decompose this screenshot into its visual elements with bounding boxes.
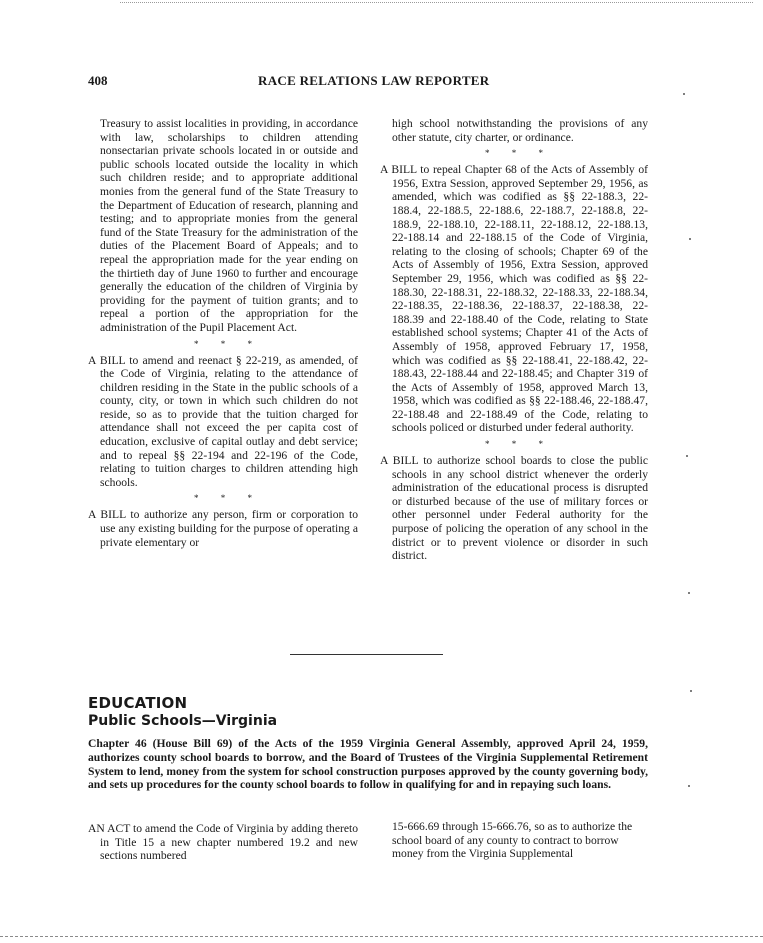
left-column [88,117,358,549]
bottom-edge-line [0,936,763,937]
act-text-right [392,820,648,861]
scan-speck [683,93,685,95]
scan-speck [688,785,690,787]
section-heading: EDUCATION [88,694,188,712]
section-separator: * * * [485,148,553,159]
scan-speck [686,455,688,457]
section-separator: * * * [194,493,262,504]
section-separator: * * * [485,439,553,450]
page-number: 408 [88,73,108,88]
act-paragraph: AN ACT to amend the Code of Virginia by adding thereto in Title 15 a new chapter numbered 19.2 and new sections numbered [88,822,358,863]
bill-paragraph: A BILL to authorize any person, firm or corporation to use any existing building for the purpose of operating a private elementary or [88,508,358,549]
section-divider-rule [290,654,443,655]
running-head: RACE RELATIONS LAW REPORTER [258,73,490,88]
scan-speck [689,238,691,240]
right-continuation-paragraph: high school notwithstanding the provisions of any other statute, city charter, or ordinance. [392,117,648,144]
scan-speck [690,690,692,692]
section-subheading: Public Schools—Virginia [88,713,278,729]
bill-paragraph: A BILL to authorize school boards to close the public schools in any school district whenever the orderly administration of the educational process is disrupted or disturbed because of the use of military forces or other personnel under Federal authority for the purpose of policing the operation of any school in the district or to prevent violence or disorder in such district. [380,454,648,563]
section-separator: * * * [194,338,262,349]
act-paragraph-continued: 15-666.69 through 15-666.76, so as to authorize the school board of any county to contract to borrow money from the Virginia Supplemental [392,820,633,861]
bill-paragraph: A BILL to amend and reenact § 22-219, as amended, of the Code of Virginia, relating to the attendance of children residing in the State in the public schools of a county, city, or town in which such children do not reside, so as to provide that the tuition charged for attendance shall not exceed the per capita cost of education, exclusive of capital outlay and debt service; and to repeal §§ 22-194 and 22-196 of the Code, relating to tuition charges to children attending high schools. [88,353,358,489]
right-column [380,117,648,563]
bill-paragraph: A BILL to repeal Chapter 68 of the Acts of Assembly of 1956, Extra Session, approved September 29, 1956, as amended, which was codified as §§ 22-188.3, 22-188.4, 22-188.5, 22-188.6, 22-188.7, 22-188.8, 22-188.9, 22-188.10, 22-188.11, 22-188.12, 22-188.13, 22-188.14 and 22-188.15 of the Code of Virginia, relating to the closing of schools; Chapter 69 of the Acts of Assembly of 1956, Extra Session, approved September 29, 1956, which was codified as §§ 22-188.30, 22-188.31, 22-188.32, 22-188.33, 22-188.34, 22-188.35, 22-188.36, 22-188.37, 22-188.38, 22-188.39 and 22-188.40 of the Code, relating to State established school systems; Chapter 41 of the Acts of Assembly of 1958, approved February 17, 1958, which was codified as §§ 22-188.41, 22-188.42, 22-188.43, 22-188.44 and 22-188.45; and Chapter 319 of the Acts of Assembly of 1958, approved March 13, 1958, which was codified as §§ 22-188.46, 22-188.47, 22-188.48 and 22-188.49 of the Code, relating to schools policed or disturbed under federal authority. [380,163,648,435]
scan-speck [688,592,690,594]
left-continuation-paragraph: Treasury to assist localities in providing, in accordance with law, scholarships to children attending nonsectarian private schools located in or outside and public schools located outside the locality in which such children reside; and to appropriate additional monies from the general fund of the State Treasury to the Department of Education of research, planning and testing; and to appropriate monies from the general fund of the State Treasury for the administration of the duties of the Placement Board of Appeals; and to repeal the appropriation made for the year ending on the thirtieth day of June 1960 to further and encourage generally the education of the children of Virginia by providing for the payment of tuition grants; and to repeal a portion of the appropriation for the administration of the Pupil Placement Act. [100,117,358,334]
case-summary: Chapter 46 (House Bill 69) of the Acts of the 1959 Virginia General Assembly, approved April 24, 1959, authorizes county school boards to borrow, and the Board of Trustees of the Virginia Supplemental Retirement System to lend, money from the system for school construction purposes approved by the county governing body, and sets up procedures for the county school boards to follow in qualifying for and in repaying such loans. [88,737,648,792]
top-edge-dotted-line [120,2,753,3]
act-text-left [88,820,358,863]
